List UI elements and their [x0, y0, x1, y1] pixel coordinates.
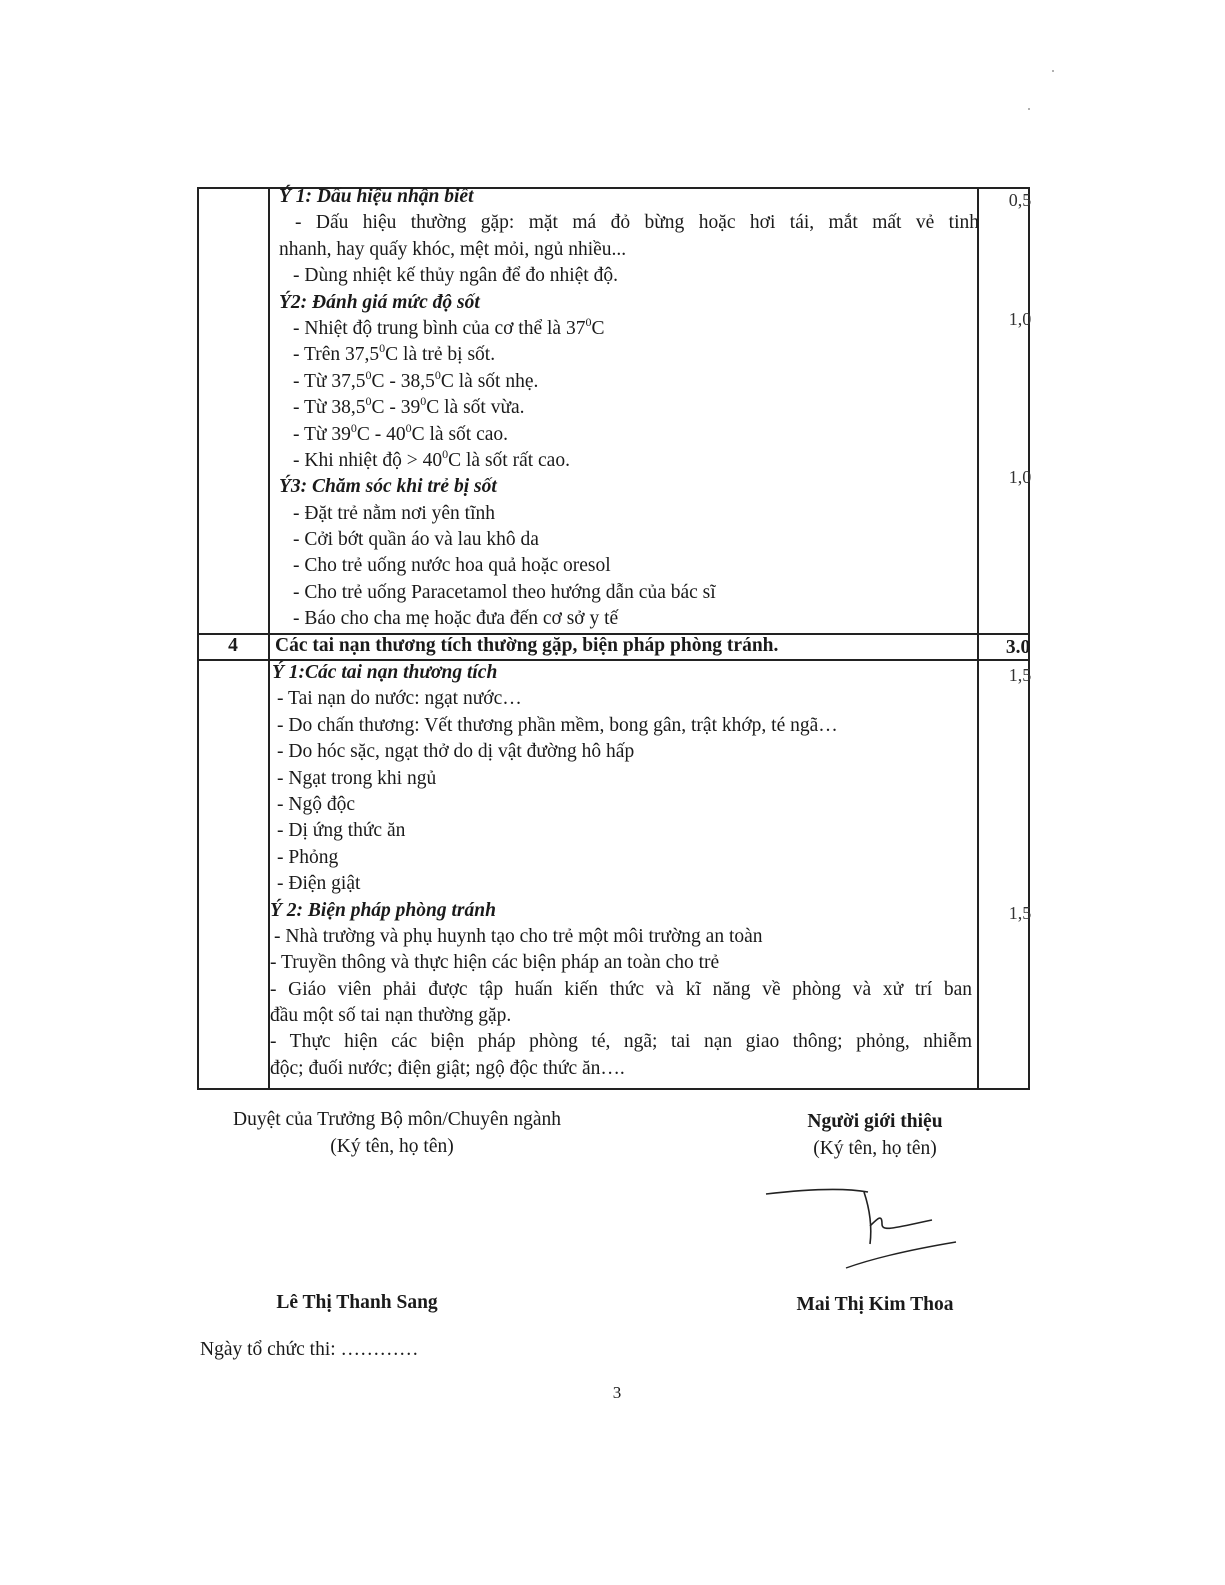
approver-name: Lê Thị Thanh Sang — [276, 1292, 438, 1313]
section-title: Các tai nạn thương tích thường gặp, biện pháp phòng tránh. — [275, 635, 779, 656]
text-line: - Dấu hiệu thường gặp: mặt má đỏ bừng hoặc hơi tái, mắt mất vẻ tinh — [295, 212, 979, 234]
score-y2: 1,0 — [1008, 309, 1032, 329]
text-line: - Giáo viên phải được tập huấn kiến thức và kĩ năng về phòng và xử trí ban — [270, 978, 972, 1000]
text-line: - Cho trẻ uống nước hoa quả hoặc oresol — [293, 555, 611, 577]
approver-title: Duyệt của Trưởng Bộ môn/Chuyên ngành — [233, 1109, 561, 1130]
fever-line: - Từ $39^0C - 40^0C$ là sốt cao. — [293, 420, 509, 445]
section-score: 3.0 — [1005, 637, 1031, 658]
text-line: - Cởi bớt quần áo và lau khô da — [293, 529, 539, 551]
fever-line: - Trên 37,5$^0$C là trẻ bị sốt. — [293, 341, 496, 366]
text-line: - Tai nạn do nước: ngạt nước… — [277, 688, 522, 710]
text-line: - Ngạt trong khi ngủ — [277, 767, 437, 789]
text-line: - Đặt trẻ nằm nơi yên tĩnh — [293, 502, 496, 524]
text-line: - Báo cho cha mẹ hoặc đưa đến cơ sở y tế — [293, 608, 619, 630]
handwritten-signature — [760, 1180, 960, 1280]
page-number: 3 — [612, 1383, 622, 1402]
heading-y2-prevention: Ý 2: Biện pháp phòng tránh — [270, 899, 496, 921]
heading-y2-fever-level: Ý2: Đánh giá mức độ sốt — [279, 291, 480, 313]
presenter-title: Người giới thiệu — [807, 1111, 943, 1132]
text-line: - Thực hiện các biện pháp phòng té, ngã; tai nạn giao thông; phỏng, nhiễm — [270, 1031, 972, 1053]
score-y3: 1,0 — [1008, 467, 1032, 487]
fever-line: - Từ 37,5$^0$C - 38,5$^0$C là sốt nhẹ. — [293, 367, 539, 392]
text-line: nhanh, hay quấy khóc, mệt mỏi, ngủ nhiều... — [279, 238, 627, 260]
fever-line: - Nhiệt độ trung bình của cơ thể là $37^0C$ — [293, 314, 605, 339]
presenter-sign-note: (Ký tên, họ tên) — [813, 1138, 937, 1159]
presenter-name: Mai Thị Kim Thoa — [796, 1294, 954, 1315]
text-line: - Dị ứng thức ăn — [277, 820, 406, 842]
fever-line: - Khi nhiệt độ > $40^0C$ là sốt rất cao. — [293, 446, 570, 471]
exam-date: Ngày tổ chức thi: ………… — [200, 1339, 419, 1360]
score-s4-y2: 1,5 — [1008, 903, 1032, 923]
section-number: 4 — [228, 635, 238, 656]
text-line: - Truyền thông và thực hiện các biện pháp an toàn cho trẻ — [270, 952, 720, 974]
score-y1: 0,5 — [1008, 190, 1032, 210]
text-line: - Do chấn thương: Vết thương phần mềm, bong gân, trật khớp, té ngã… — [277, 714, 838, 736]
text-line: độc; đuối nước; điện giật; ngộ độc thức ăn…. — [270, 1057, 625, 1079]
score-s4-y1: 1,5 — [1008, 665, 1032, 685]
prev-row-content — [279, 184, 979, 633]
heading-y1-signs: Ý 1: Dấu hiệu nhận biết — [279, 186, 474, 207]
text-line: - Nhà trường và phụ huynh tạo cho trẻ một môi trường an toàn — [274, 925, 763, 947]
scan-speck — [1028, 108, 1030, 110]
section4-content — [270, 660, 972, 1082]
fever-line: - Từ $38,5^0C - 39^0C$ là sốt vừa. — [293, 394, 525, 419]
text-line: - Ngộ độc — [277, 793, 355, 815]
text-line: - Cho trẻ uống Paracetamol theo hướng dẫn của bác sĩ — [293, 581, 716, 603]
presenter-block — [760, 1108, 990, 1162]
approver-block — [192, 1106, 602, 1160]
text-line: đầu một số tai nạn thường gặp. — [270, 1005, 512, 1027]
heading-y3-care: Ý3: Chăm sóc khi trẻ bị sốt — [279, 476, 497, 498]
text-line: - Do hóc sặc, ngạt thở do dị vật đường hô hấp — [277, 741, 635, 763]
text-line: - Điện giật — [277, 873, 361, 895]
heading-y1-accidents: Ý 1:Các tai nạn thương tích — [272, 662, 498, 683]
text-line: - Phỏng — [277, 846, 339, 868]
approver-sign-note: (Ký tên, họ tên) — [330, 1136, 454, 1157]
scan-speck — [1052, 70, 1054, 72]
text-line: - Dùng nhiệt kế thủy ngân để đo nhiệt độ. — [293, 265, 618, 287]
